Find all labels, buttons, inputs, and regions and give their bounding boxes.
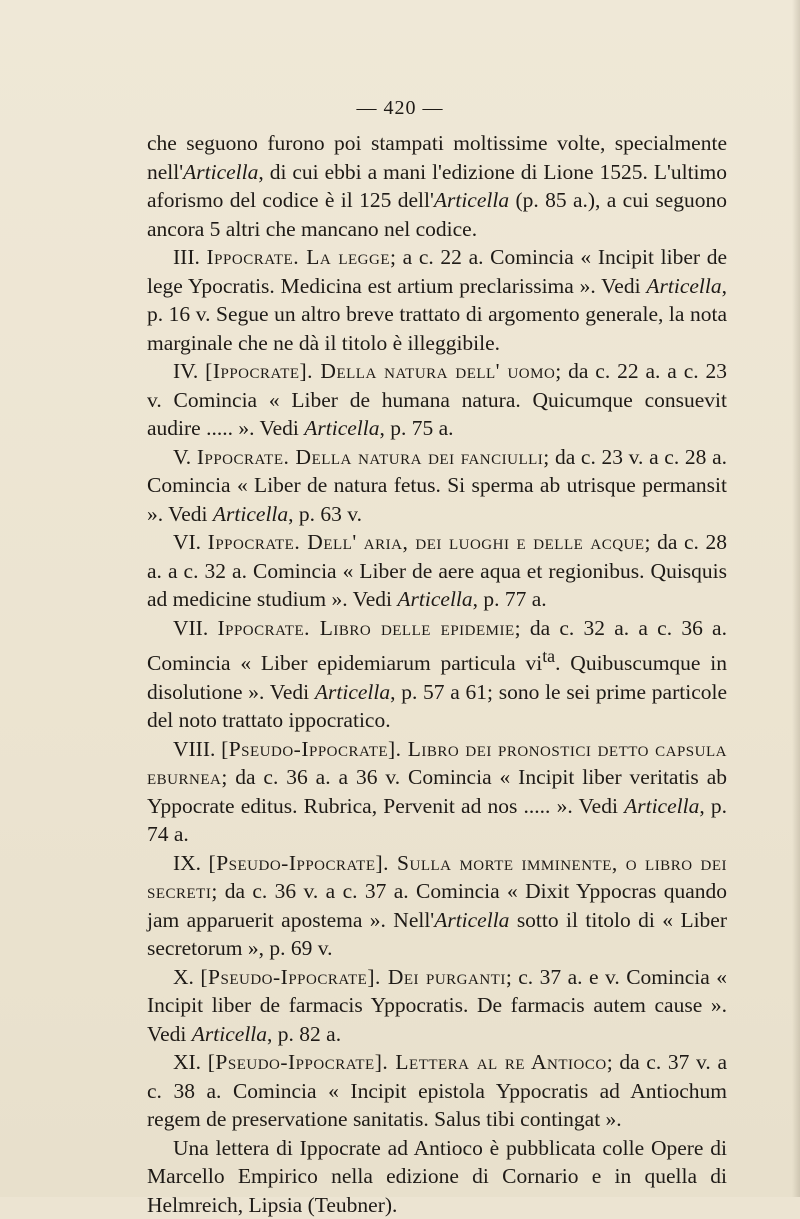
text-run: che seguono furono poi stampati moltissime volte, specialmente nell' xyxy=(147,131,727,184)
text-run: Una lettera di Ippocrate ad Antioco è pubblicata colle Opere di Marcello Empirico nella edizione di Cornario e in quella di Helmreich, Lipsia (Teubner). xyxy=(147,1135,727,1217)
italic-title: Articella xyxy=(624,793,700,818)
text-run: , p. 16 v. Segue un altro breve trattato di argomento generale, la nota marginale che ne dà il titolo è illeggibile. xyxy=(147,273,727,355)
text-run: , p. 77 a. xyxy=(472,587,547,611)
page-body xyxy=(147,129,727,1219)
paragraph-item-vi xyxy=(147,528,727,614)
paragraph-item-x xyxy=(147,963,727,1049)
italic-title: Articella xyxy=(183,159,259,184)
text-run: VI. xyxy=(173,530,208,554)
section-heading: Ippocrate. La legge xyxy=(206,245,391,269)
text-run: ; da c. 37 v. a c. 38 a. Comincia « Incipit epistola Yppocratis ad Antiochum regem de preservatione sanitatis. Salus tibi contingat ». xyxy=(147,1050,728,1132)
paragraph-closing xyxy=(147,1134,727,1219)
text-run: IX. xyxy=(173,850,209,875)
text-run: ; da c. 28 a. a c. 32 a. Comincia « Liber de aere aqua et regionibus. Quisquis ad medicine studium ». Vedi xyxy=(147,530,727,611)
text-run: ; da c. 23 v. a c. 28 a. Comincia « Liber de natura fetus. Si sperma ab utrisque permansit ». Vedi xyxy=(147,444,727,526)
paragraph-item-ix xyxy=(147,849,727,963)
text-run: ; c. 37 a. e v. Comincia « Incipit liber de farmacis Yppocratis. De farmacis autem cause ». Vedi xyxy=(147,964,728,1046)
section-heading: Ippocrate. Libro delle epidemie xyxy=(217,615,515,640)
paragraph-item-xi xyxy=(147,1048,727,1134)
paragraph-item-v xyxy=(147,443,727,529)
text-run: IV. xyxy=(173,359,206,383)
paragraph-item-vii xyxy=(147,614,727,735)
italic-title: Articella xyxy=(314,679,391,704)
italic-title: Articella xyxy=(304,416,380,440)
text-run: ; a c. 22 a. Comincia « Incipit liber de lege Ypocratis. Medicina est artium preclarissima ». Vedi xyxy=(147,245,727,298)
section-heading: [Pseudo-Ippocrate]. Dei purganti xyxy=(200,964,506,989)
section-heading: [Pseudo-Ippocrate]. Lettera al re Antioco xyxy=(207,1050,607,1075)
text-run: VII. xyxy=(173,615,218,640)
text-run: , di cui ebbi a mani l'edizione di Lione 1525. L'ultimo aforismo del codice è il 125 dell' xyxy=(147,159,727,212)
section-heading: [Pseudo-Ippocrate]. Libro dei pronostici detto capsula eburnea xyxy=(147,736,727,790)
paragraph-item-iii xyxy=(147,243,727,357)
paragraph-continuation xyxy=(147,129,727,243)
text-run: ; da c. 36 a. a 36 v. Comincia « Incipit liber veritatis ab Yppocrate editus. Rubrica, Pervenit ad nos ..... ». Vedi xyxy=(147,765,727,818)
text-run: ; da c. 36 v. a c. 37 a. Comincia « Dixit Yppocras quando jam apparuerit apostema ». Nell' xyxy=(147,879,727,932)
italic-title: Articella xyxy=(191,1021,268,1046)
italic-title: Articella xyxy=(433,188,510,212)
text-run: X. xyxy=(173,964,201,989)
text-run: , p. 74 a. xyxy=(147,793,727,847)
italic-title: Articella xyxy=(646,273,722,298)
italic-title: Articella xyxy=(212,501,289,526)
text-run: ; da c. 22 a. a c. 23 v. Comincia « Liber de humana natura. Quicumque consuevit audire ..... ». Vedi xyxy=(147,359,727,440)
text-run: , p. 82 a. xyxy=(267,1021,342,1046)
page-edge-shadow xyxy=(792,0,800,1197)
section-heading: Ippocrate. Della natura dei fanciulli xyxy=(196,444,544,469)
paragraph-item-viii xyxy=(147,735,727,849)
section-heading: Ippocrate. Dell' aria, dei luoghi e delle acque xyxy=(207,530,645,554)
italic-title: Articella xyxy=(434,907,510,932)
text-run: VIII. xyxy=(173,736,222,761)
superscript: ta xyxy=(542,646,556,666)
section-heading: [Pseudo-Ippocrate]. Sulla morte imminente, o libro dei secreti xyxy=(147,850,727,904)
text-run: (p. 85 a.), a cui seguono ancora 5 altri che mancano nel codice. xyxy=(147,188,727,241)
text-run: , p. 57 a 61; sono le sei prime particole del noto trattato ippocratico. xyxy=(147,679,728,733)
italic-title: Articella xyxy=(397,587,473,611)
text-run: XI. xyxy=(173,1050,208,1075)
text-run: . Quibuscumque in disolutione ». Vedi xyxy=(147,651,727,704)
text-run: , p. 63 v. xyxy=(288,501,362,526)
section-heading: [Ippocrate]. Della natura dell' uomo xyxy=(205,359,556,383)
page-number: — 420 — xyxy=(356,97,444,119)
text-run: III. xyxy=(173,245,207,269)
text-run: , p. 75 a. xyxy=(379,416,454,440)
text-run: V. xyxy=(173,444,197,469)
text-run: sotto il titolo di « Liber secretorum », p. 69 v. xyxy=(147,907,727,961)
text-run: ; da c. 32 a. a c. 36 a. Comincia « Liber epidemiarum particula vi xyxy=(147,615,727,676)
paragraph-item-iv xyxy=(147,357,727,443)
